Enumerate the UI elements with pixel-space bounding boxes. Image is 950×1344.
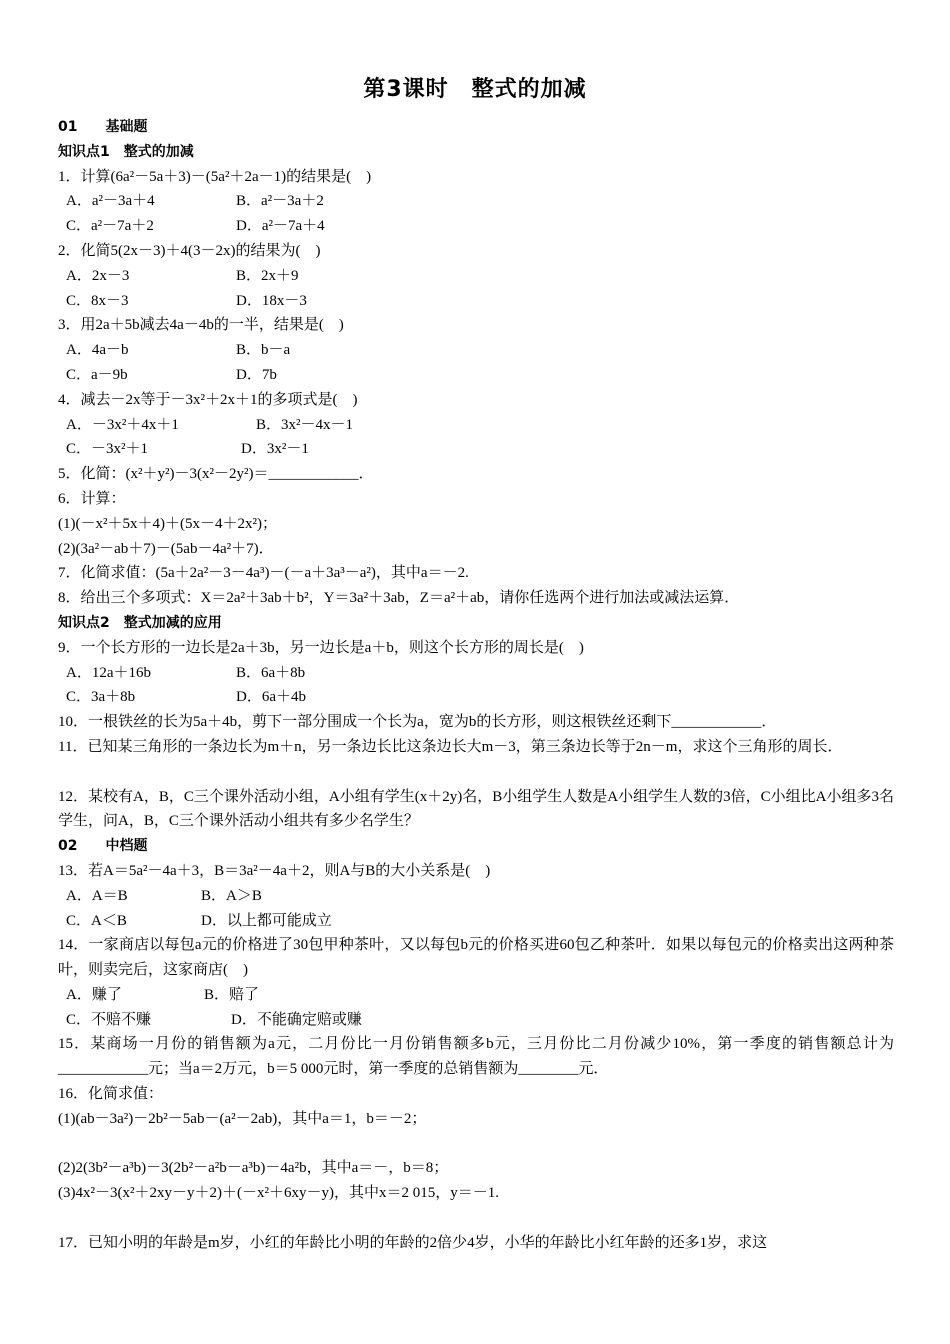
q2-option-d: D．18x－3 xyxy=(236,292,307,309)
question-6-part-2: (2)(3a²－ab＋7)－(5ab－4a²＋7)． xyxy=(58,540,274,557)
q3-option-a: A．4a－b xyxy=(66,342,129,359)
question-17: 17．已知小明的年龄是m岁，小红的年龄比小明的年龄的2倍少4岁，小华的年龄比小红年龄的还多1岁，求这 xyxy=(58,1234,768,1251)
q4-option-b: B．3x²－4x－1 xyxy=(256,416,354,433)
q1-option-c: C．a²－7a＋2 xyxy=(66,218,154,235)
q14-option-a: A．赚了 xyxy=(66,986,122,1003)
question-15: 15．某商场一月份的销售额为a元，二月份比一月份销售额多b元，三月份比二月份减少10%，第一季度的销售额总计为____________元；当a＝2万元，b＝5 000元时，第一季度的总销售额为________元． xyxy=(58,1036,894,1078)
q4-option-d: D．3x²－1 xyxy=(241,441,309,458)
question-5: 5．化简：(x²＋y²)－3(x²－2y²)＝____________． xyxy=(58,466,374,483)
q1-option-a: A．a²－3a＋4 xyxy=(66,193,155,210)
q9-option-a: A．12a＋16b xyxy=(66,664,151,681)
question-1-stem: 1．计算(6a²－5a＋3)－(5a²＋2a－1)的结果是( ) xyxy=(58,168,372,185)
q3-option-c: C．a－9b xyxy=(66,366,128,383)
q14-option-b: B．赔了 xyxy=(204,986,260,1003)
knowledge-point-1: 知识点1 整式的加减 xyxy=(58,143,194,160)
question-3-stem: 3．用2a＋5b减去4a－4b的一半，结果是( ) xyxy=(58,317,344,334)
q9-option-b: B．6a＋8b xyxy=(236,664,306,681)
q13-option-d: D．以上都可能成立 xyxy=(201,912,332,929)
question-7: 7．化简求值：(5a＋2a²－3－4a³)－(－a＋3a³－a²)，其中a＝－2. xyxy=(58,565,469,582)
knowledge-point-2: 知识点2 整式加减的应用 xyxy=(58,614,222,631)
q13-option-b: B．A＞B xyxy=(201,887,262,904)
q9-option-d: D．6a＋4b xyxy=(236,689,306,706)
page-title: 第3课时 整式的加减 xyxy=(363,77,587,102)
q2-option-c: C．8x－3 xyxy=(66,292,129,309)
question-16-stem: 16．化简求值： xyxy=(58,1086,164,1103)
section-intermediate: 02 中档题 xyxy=(58,838,148,855)
question-9-stem: 9．一个长方形的一边长是2a＋3b，另一边长是a＋b，则这个长方形的周长是( ) xyxy=(58,639,584,656)
q9-option-c: C．3a＋8b xyxy=(66,689,136,706)
question-16-part-1: (1)(ab－3a²)－2b²－5ab－(a²－2ab)，其中a＝1，b＝－2； xyxy=(58,1110,427,1127)
q14-option-c: C．不赔不赚 xyxy=(66,1011,152,1028)
worksheet-content xyxy=(58,115,894,1256)
question-6-part-1: (1)(－x²＋5x＋4)＋(5x－4＋2x²)； xyxy=(58,515,277,532)
q3-option-b: B．b－a xyxy=(236,342,291,359)
q1-option-b: B．a²－3a＋2 xyxy=(236,193,324,210)
q13-option-a: A．A＝B xyxy=(66,887,128,904)
question-16-part-2: (2)2(3b²－a³b)－3(2b²－a²b－a³b)－4a²b，其中a＝－，b＝8； xyxy=(58,1160,449,1177)
question-14-stem: 14．一家商店以每包a元的价格进了30包甲种茶叶，又以每包b元的价格买进60包乙种茶叶．如果以每包元的价格卖出这两种茶叶，则卖完后，这家商店( ) xyxy=(58,937,894,979)
q4-option-c: C．－3x²＋1 xyxy=(66,441,149,458)
q2-option-b: B．2x＋9 xyxy=(236,267,299,284)
question-2-stem: 2．化简5(2x－3)＋4(3－2x)的结果为( ) xyxy=(58,242,321,259)
q2-option-a: A．2x－3 xyxy=(66,267,130,284)
question-4-stem: 4．减去－2x等于－3x²＋2x＋1的多项式是( ) xyxy=(58,391,358,408)
question-16-part-3: (3)4x²－3(x²＋2xy－y＋2)＋(－x²＋6xy－y)，其中x＝2 015，y＝－1. xyxy=(58,1185,499,1202)
question-6-stem: 6．计算： xyxy=(58,490,126,507)
question-8: 8．给出三个多项式：X＝2a²＋3ab＋b²，Y＝3a²＋3ab，Z＝a²＋ab，请你任选两个进行加法或减法运算． xyxy=(58,590,740,607)
question-12: 12．某校有A，B，C三个课外活动小组，A小组有学生(x＋2y)名，B小组学生人数是A小组学生人数的3倍，C小组比A小组多3名学生，问A，B，C三个课外活动小组共有多少名学生？ xyxy=(58,788,894,830)
question-11: 11．已知某三角形的一条边长为m＋n，另一条边长比这条边长大m－3，第三条边长等于2n－m，求这个三角形的周长． xyxy=(58,738,843,755)
q1-option-d: D．a²－7a＋4 xyxy=(236,218,325,235)
q4-option-a: A．－3x²＋4x＋1 xyxy=(66,416,179,433)
q3-option-d: D．7b xyxy=(236,366,277,383)
section-basic: 01 基础题 xyxy=(58,119,148,135)
question-10: 10．一根铁丝的长为5a＋4b，剪下一部分围成一个长为a，宽为b的长方形，则这根铁丝还剩下____________． xyxy=(58,714,777,731)
question-13-stem: 13．若A＝5a²－4a＋3，B＝3a²－4a＋2，则A与B的大小关系是( ) xyxy=(58,862,491,879)
q13-option-c: C．A＜B xyxy=(66,912,127,929)
q14-option-d: D．不能确定赔或赚 xyxy=(231,1011,362,1028)
